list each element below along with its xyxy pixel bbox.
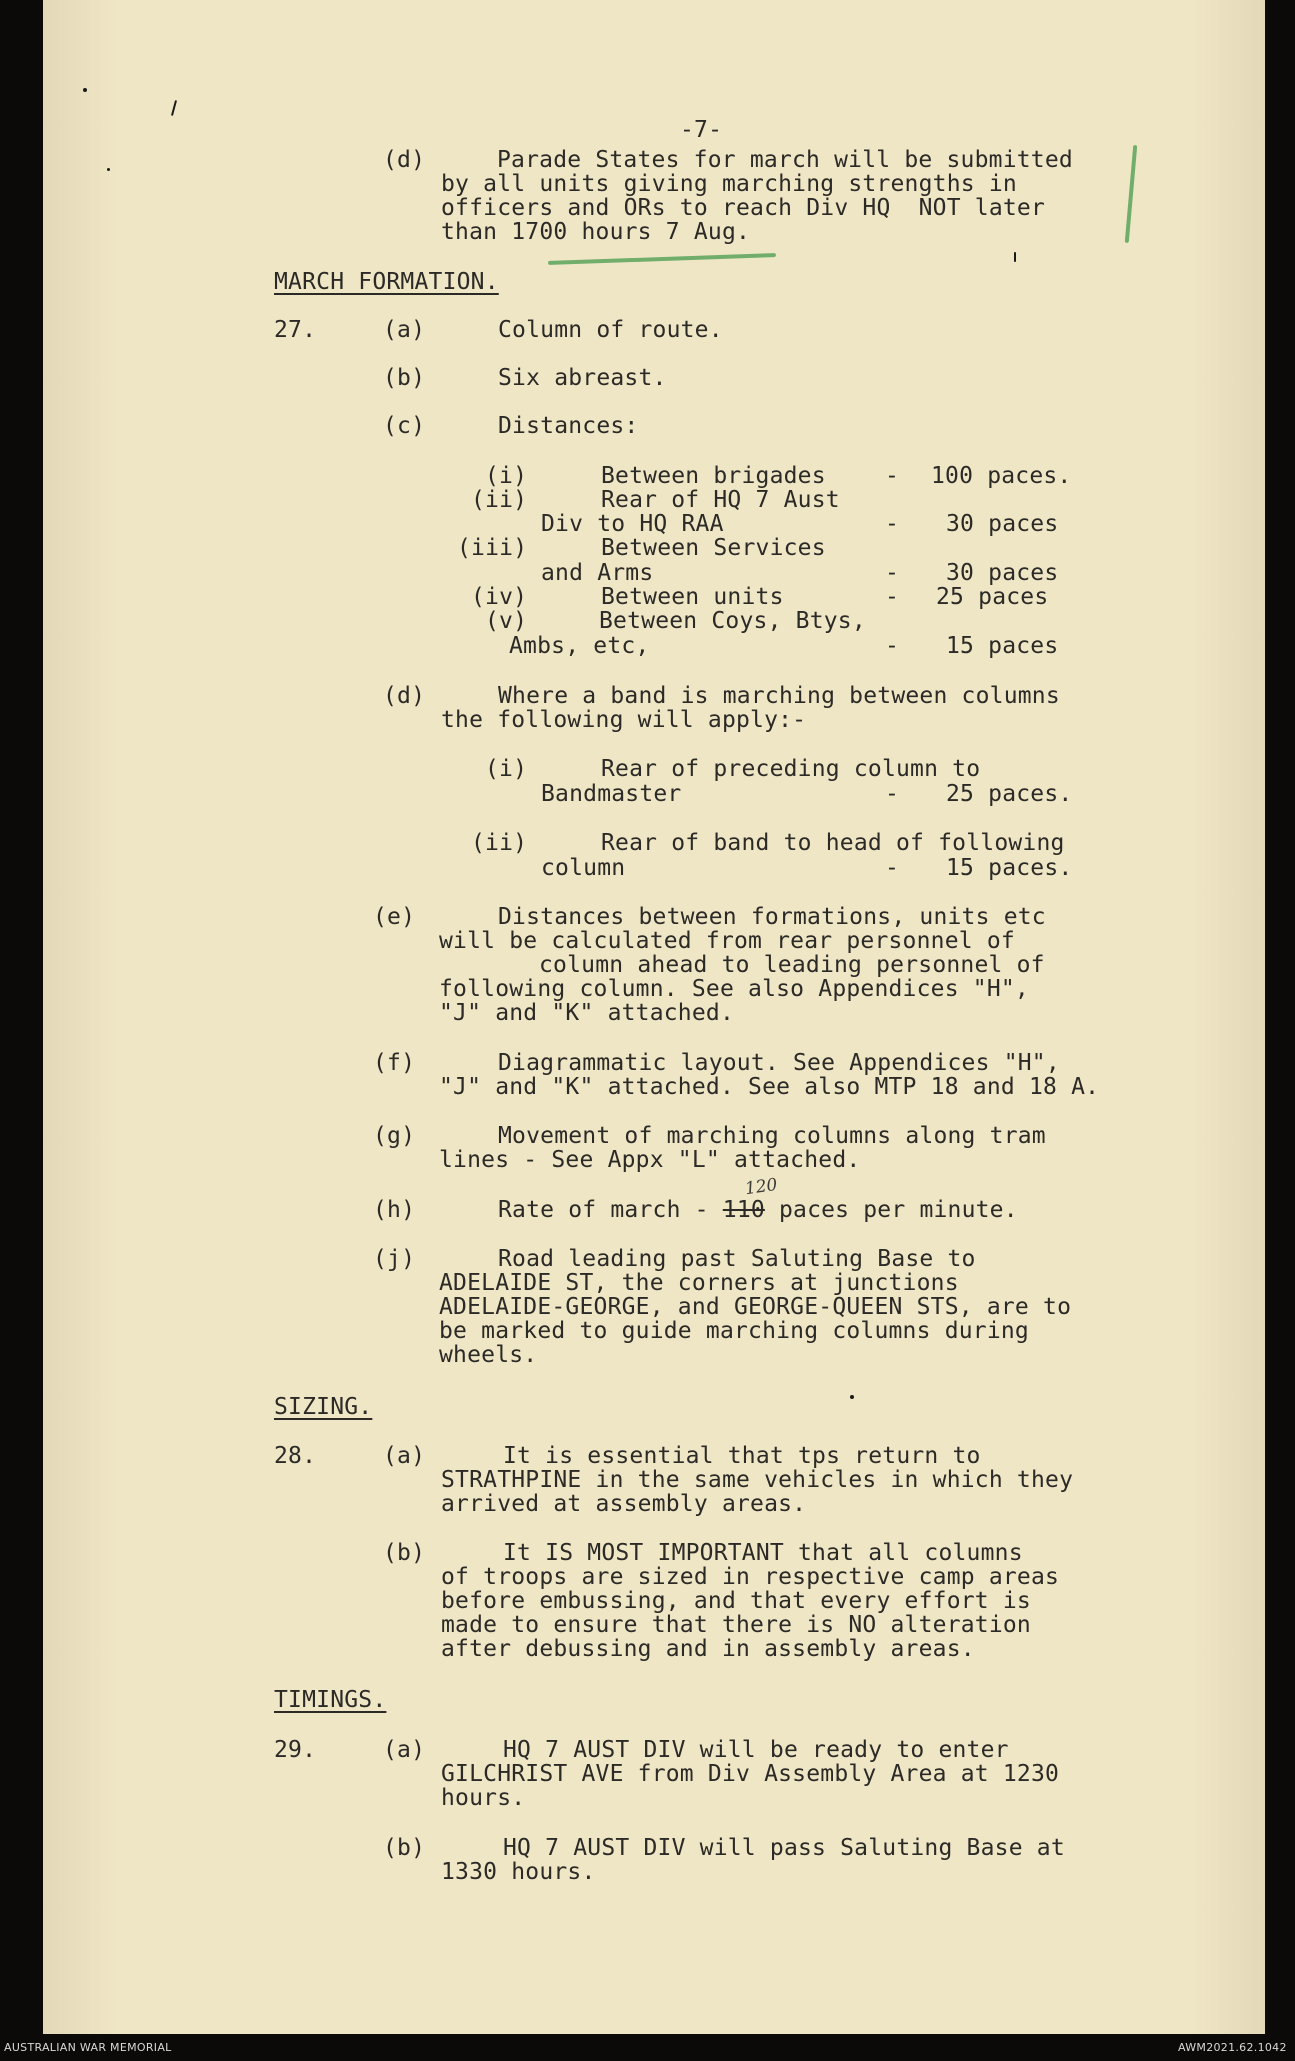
item-text: Distances: <box>498 413 639 439</box>
sub-item-dash: - <box>885 511 900 537</box>
para-number-29: 29. <box>274 1737 317 1763</box>
intro-line: officers and ORs to reach Div HQ NOT later <box>441 195 1046 221</box>
item-line: wheels. <box>439 1342 538 1368</box>
item-line: hours. <box>441 1785 526 1811</box>
item-line: ADELAIDE ST, the corners at junctions <box>439 1270 959 1296</box>
sub-item-number: (i) <box>485 463 528 489</box>
sub-item-number: (iv) <box>471 584 528 610</box>
sub-item-dash: - <box>885 633 900 659</box>
item-line: will be calculated from rear personnel of <box>439 928 1015 954</box>
intro-line: by all units giving marching strengths in <box>441 171 1017 197</box>
sub-item-number: (i) <box>485 756 528 782</box>
sub-item-text: Between units <box>601 584 784 610</box>
paper-mark <box>1014 252 1016 262</box>
rate-text-before: Rate of march - <box>498 1197 723 1223</box>
paper-mark <box>171 100 177 116</box>
item-line: GILCHRIST AVE from Div Assembly Area at 1230 <box>441 1761 1060 1787</box>
sub-item-dash: - <box>885 463 900 489</box>
intro-label: (d) <box>383 147 426 173</box>
sub-item-text: Between brigades <box>601 463 826 489</box>
item-line: after debussing and in assembly areas. <box>441 1636 975 1662</box>
item-label: (g) <box>373 1123 416 1149</box>
item-line: be marked to guide marching columns during <box>439 1318 1029 1344</box>
sub-item-value: 25 paces <box>936 584 1049 610</box>
item-line: STRATHPINE in the same vehicles in which they <box>441 1467 1074 1493</box>
para-number-27: 27. <box>274 317 317 343</box>
struck-value: 110 <box>722 1197 765 1223</box>
item-text: Column of route. <box>498 317 723 343</box>
sub-item-text: Bandmaster <box>541 781 682 807</box>
sub-item-number: (ii) <box>471 830 528 856</box>
item-text: Six abreast. <box>498 365 667 391</box>
intro-line: than 1700 hours 7 Aug. <box>441 219 751 245</box>
item-line: HQ 7 AUST DIV will be ready to enter <box>503 1737 1009 1763</box>
sub-item-text: and Arms <box>541 560 654 586</box>
item-line: Diagrammatic layout. See Appendices "H", <box>498 1050 1060 1076</box>
sub-item-number: (iii) <box>457 535 528 561</box>
item-label: (b) <box>383 365 426 391</box>
item-line: "J" and "K" attached. <box>439 1000 734 1026</box>
sub-item-value: 25 paces. <box>946 781 1073 807</box>
footer-right: AWM2021.62.1042 <box>1178 2041 1287 2054</box>
item-line: lines - See Appx "L" attached. <box>439 1147 861 1173</box>
section-heading-march-formation: MARCH FORMATION. <box>274 269 499 295</box>
sub-item-dash: - <box>885 560 900 586</box>
footer-left: AUSTRALIAN WAR MEMORIAL <box>4 2041 172 2054</box>
rate-text-after: paces per minute. <box>764 1197 1018 1223</box>
sub-item-text: Div to HQ RAA <box>541 511 724 537</box>
item-label: (j) <box>373 1246 416 1272</box>
item-label: (a) <box>383 317 426 343</box>
green-pencil-margin-line <box>1125 145 1138 243</box>
item-label: (f) <box>373 1050 416 1076</box>
item-line: "J" and "K" attached. See also MTP 18 and 18 A. <box>439 1074 1100 1100</box>
document-page <box>43 0 1265 2034</box>
item-label: (h) <box>373 1197 416 1223</box>
sub-item-number: (ii) <box>471 487 528 513</box>
para-number-28: 28. <box>274 1443 317 1469</box>
intro-line: Parade States for march will be submitted <box>497 147 1073 173</box>
item-label: (a) <box>383 1443 426 1469</box>
item-line: the following will apply:- <box>441 707 807 733</box>
sub-item-text: column <box>541 855 626 881</box>
item-label: (b) <box>383 1835 426 1861</box>
item-label: (a) <box>383 1737 426 1763</box>
paper-speck <box>850 1395 854 1399</box>
sub-item-text: Ambs, etc, <box>509 633 650 659</box>
item-line: It is essential that tps return to <box>503 1443 981 1469</box>
item-line: Road leading past Saluting Base to <box>498 1246 976 1272</box>
item-line: Where a band is marching between columns <box>498 683 1060 709</box>
sub-item-text: Between Coys, Btys, <box>599 608 866 634</box>
sub-item-value: 100 paces. <box>931 463 1072 489</box>
rate-of-march-line <box>498 1198 1018 1222</box>
sub-item-dash: - <box>885 855 900 881</box>
page-number: -7- <box>680 117 723 143</box>
sub-item-value: 15 paces. <box>946 855 1073 881</box>
section-heading-timings: TIMINGS. <box>274 1687 387 1713</box>
sub-item-dash: - <box>885 781 900 807</box>
item-line: It IS MOST IMPORTANT that all columns <box>503 1540 1023 1566</box>
item-label: (d) <box>383 683 426 709</box>
handwritten-correction: 120 <box>743 1174 779 1200</box>
sub-item-text: Rear of preceding column to <box>601 756 981 782</box>
green-pencil-underline <box>548 253 776 265</box>
sub-item-number: (v) <box>485 608 528 634</box>
item-label: (b) <box>383 1540 426 1566</box>
sub-item-text: Rear of HQ 7 Aust <box>601 487 840 513</box>
item-line: Distances between formations, units etc <box>498 904 1046 930</box>
sub-item-text: Between Services <box>601 535 826 561</box>
sub-item-value: 30 paces <box>946 560 1059 586</box>
paper-speck <box>107 168 110 171</box>
section-heading-sizing: SIZING. <box>274 1394 373 1420</box>
item-line: arrived at assembly areas. <box>441 1491 807 1517</box>
item-line: before embussing, and that every effort is <box>441 1588 1031 1614</box>
sub-item-value: 15 paces <box>946 633 1059 659</box>
sub-item-text: Rear of band to head of following <box>601 830 1065 856</box>
item-line: ADELAIDE-GEORGE, and GEORGE-QUEEN STS, are to <box>439 1294 1072 1320</box>
item-line: of troops are sized in respective camp areas <box>441 1564 1060 1590</box>
item-label: (e) <box>373 904 416 930</box>
sub-item-dash: - <box>885 584 900 610</box>
item-line: column ahead to leading personnel of <box>539 952 1045 978</box>
item-label: (c) <box>383 413 426 439</box>
item-line: 1330 hours. <box>441 1859 596 1885</box>
sub-item-value: 30 paces <box>946 511 1059 537</box>
item-line: HQ 7 AUST DIV will pass Saluting Base at <box>503 1835 1065 1861</box>
paper-speck <box>83 88 87 92</box>
item-line: Movement of marching columns along tram <box>498 1123 1046 1149</box>
item-line: following column. See also Appendices "H", <box>439 976 1029 1002</box>
item-line: made to ensure that there is NO alteration <box>441 1612 1031 1638</box>
